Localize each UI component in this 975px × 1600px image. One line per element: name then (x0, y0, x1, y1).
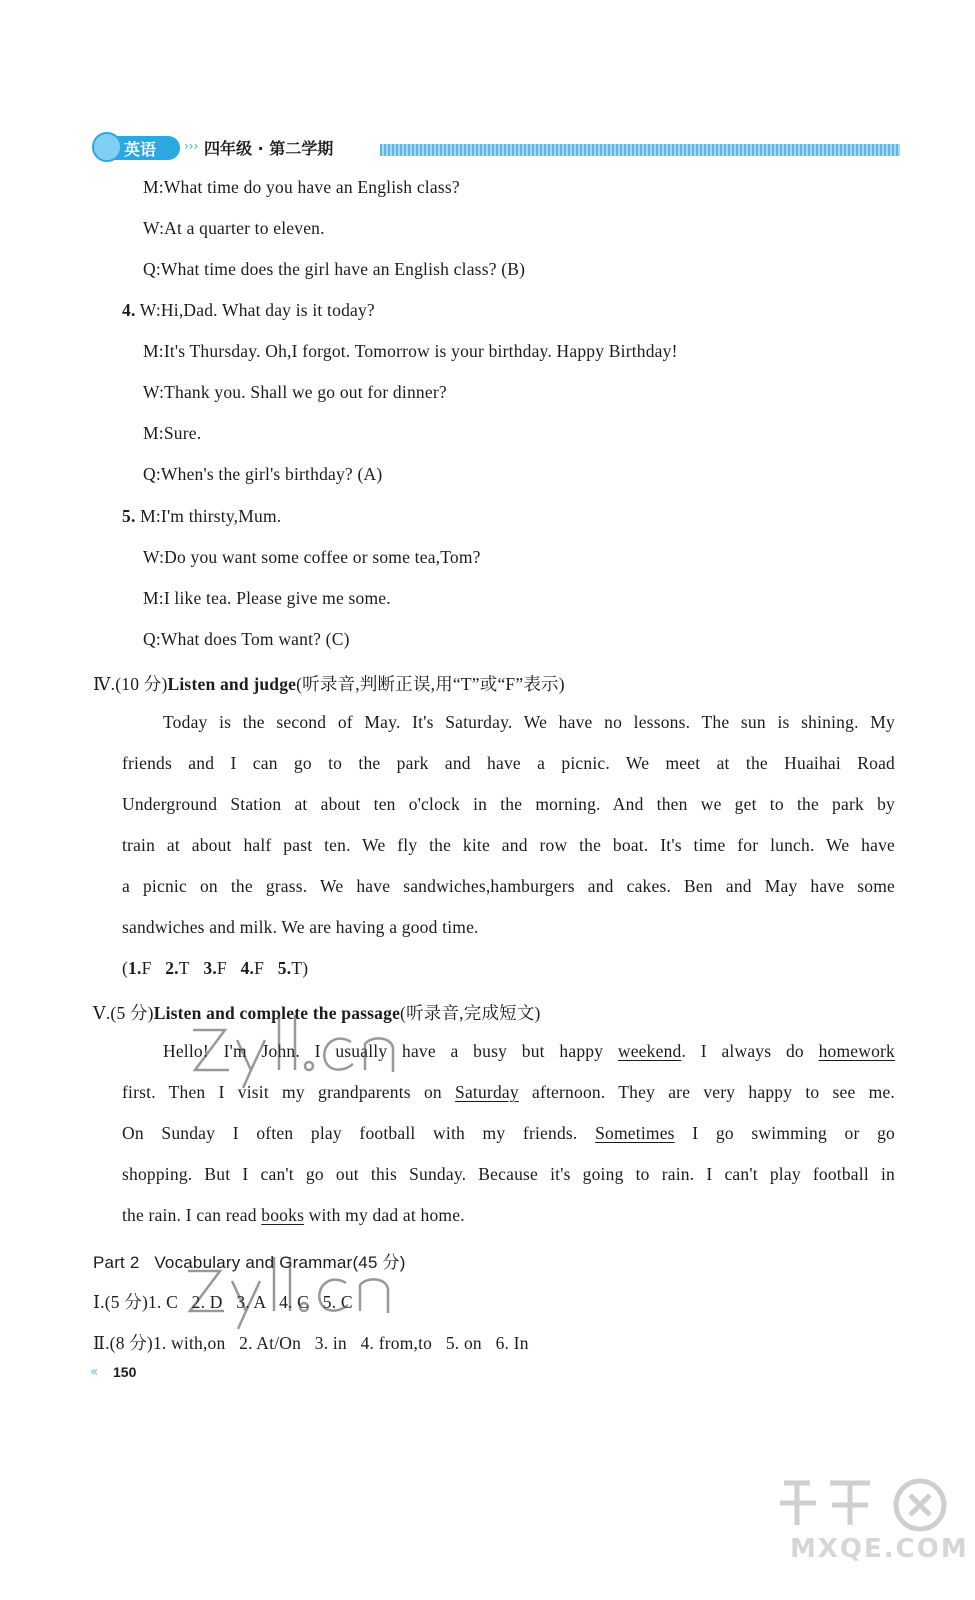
passage-line: sandwiches and milk. We are having a good time. (122, 917, 479, 937)
answer-number: 3. (203, 958, 217, 978)
dialog-line: M:Sure. (143, 423, 202, 443)
passage-text-part: . I always do (681, 1041, 819, 1061)
item-number: 5. (122, 506, 136, 526)
answer-value: T (291, 958, 303, 978)
passage-text: Today is the second of May. It's Saturday. We have no lessons. The sun is shining. My (163, 712, 895, 732)
section-label: Ⅴ. (93, 1003, 111, 1023)
answer-value: F (216, 958, 227, 978)
passage-text-part: I go swimming or go (674, 1123, 895, 1143)
dialog-line: M:It's Thursday. Oh,I forgot. Tomorrow is your birthday. Happy Birthday! (143, 341, 678, 361)
section-answers: 1. C 2. D 3. A 4. C 5. C (147, 1292, 353, 1312)
filled-blank: books (261, 1205, 305, 1225)
passage-text: shopping. But I can't go out this Sunday. Because it's going to rain. I can't play football in (122, 1164, 895, 1184)
filled-blank: Sometimes (595, 1123, 675, 1143)
passage-line (122, 753, 895, 774)
dialog-question: Q:When's the girl's birthday? (A) (143, 464, 383, 484)
dialog-line: W:Do you want some coffee or some tea,Tom? (143, 547, 481, 567)
grade-label: 四年级 · 第二学期 (204, 139, 334, 158)
watermark-logo (185, 1000, 425, 1090)
section-label: Ⅱ. (93, 1333, 110, 1353)
filled-blank: Saturday (455, 1082, 519, 1102)
section-title: Listen and complete the passage (153, 1003, 401, 1023)
watermark-site-text: MXQE.COM (790, 1534, 969, 1564)
section-score: (5 分) (110, 1003, 154, 1023)
passage-line (122, 794, 895, 815)
passage-text: friends and I can go to the park and have a picnic. We meet at the Huaihai Road (122, 753, 895, 773)
section-4-heading (93, 671, 565, 696)
section-label: Ⅰ. (93, 1292, 105, 1312)
dialog-4-first-line (122, 300, 375, 321)
section-score: (10 分) (115, 674, 168, 694)
dialog-line: W:Thank you. Shall we go out for dinner? (143, 382, 447, 402)
part-score: (45 分) (352, 1253, 406, 1272)
header-stripe (380, 144, 900, 156)
passage-line (163, 712, 895, 733)
answer-number: 2. (165, 958, 179, 978)
judge-answers: (1.F 2.T 3.F 4.F 5.T) (122, 958, 309, 978)
dialog-line: M:I'm thirsty,Mum. (140, 506, 282, 526)
passage-text-part: Hello! I'm John. I usually have a busy but happy (163, 1041, 618, 1061)
page-arrows-icon: ‹‹ (90, 1364, 96, 1380)
answer-number: 4. (240, 958, 255, 978)
dialog-line: M:What time do you have an English class? (143, 177, 460, 197)
section-score: (8 分) (109, 1333, 153, 1353)
sun-icon (92, 132, 122, 162)
page-number: 150 (113, 1364, 137, 1380)
dialog-question: Q:What does Tom want? (C) (143, 629, 350, 649)
passage-line (122, 835, 895, 856)
passage-text (122, 1123, 895, 1144)
header-arrows-icon: ››› (184, 139, 199, 153)
answer-value: T (178, 958, 190, 978)
answer-number: 5. (277, 958, 292, 978)
section-instruction: (听录音,判断正误,用“T”或“F”表示) (296, 674, 565, 694)
filled-blank: homework (818, 1041, 896, 1061)
passage-text: train at about half past ten. We fly the kite and row the boat. It's time for lunch. We have (122, 835, 895, 855)
dialog-line: W:At a quarter to eleven. (143, 218, 325, 238)
passage-line (122, 876, 895, 897)
passage-text: a picnic on the grass. We have sandwiches,hamburgers and cakes. Ben and May have some (122, 876, 895, 896)
section-title: Listen and judge (167, 674, 297, 694)
answer-value: F (254, 958, 265, 978)
answer-number: 1. (128, 958, 142, 978)
section-score: (5 分) (104, 1292, 148, 1312)
passage-text-part: the rain. I can read (122, 1205, 262, 1225)
item-number: 4. (122, 300, 136, 320)
dialog-question: Q:What time does the girl have an English class? (B) (143, 259, 526, 279)
part-title: Part 2 Vocabulary and Grammar (93, 1253, 353, 1272)
filled-blank: weekend (617, 1041, 682, 1061)
passage-text-part: On Sunday I often play football with my friends. (122, 1123, 596, 1143)
passage-line (122, 1205, 895, 1226)
watermark-logo (180, 1245, 410, 1335)
passage-text-part: first. Then I visit my grandparents on (122, 1082, 456, 1102)
subject-label: 英语 (124, 140, 157, 159)
passage-line (122, 1123, 895, 1144)
dialog-line: W:Hi,Dad. What day is it today? (139, 300, 375, 320)
dialog-5-first-line (122, 506, 281, 527)
passage-text-part: with my dad at home. (304, 1205, 465, 1225)
passage-line (122, 1164, 895, 1185)
section-instruction: (听录音,完成短文) (400, 1003, 541, 1023)
dialog-line: M:I like tea. Please give me some. (143, 588, 391, 608)
section-label: Ⅳ. (93, 674, 116, 694)
passage-text: Underground Station at about ten o'clock in the morning. And then we get to the park by (122, 794, 895, 814)
page-header (92, 126, 900, 164)
answer-value: F (141, 958, 152, 978)
passage-text-part: afternoon. They are very happy to see me. (518, 1082, 895, 1102)
section-answers: 1. with,on 2. At/On 3. in 4. from,to 5. on 6. In (152, 1333, 529, 1353)
